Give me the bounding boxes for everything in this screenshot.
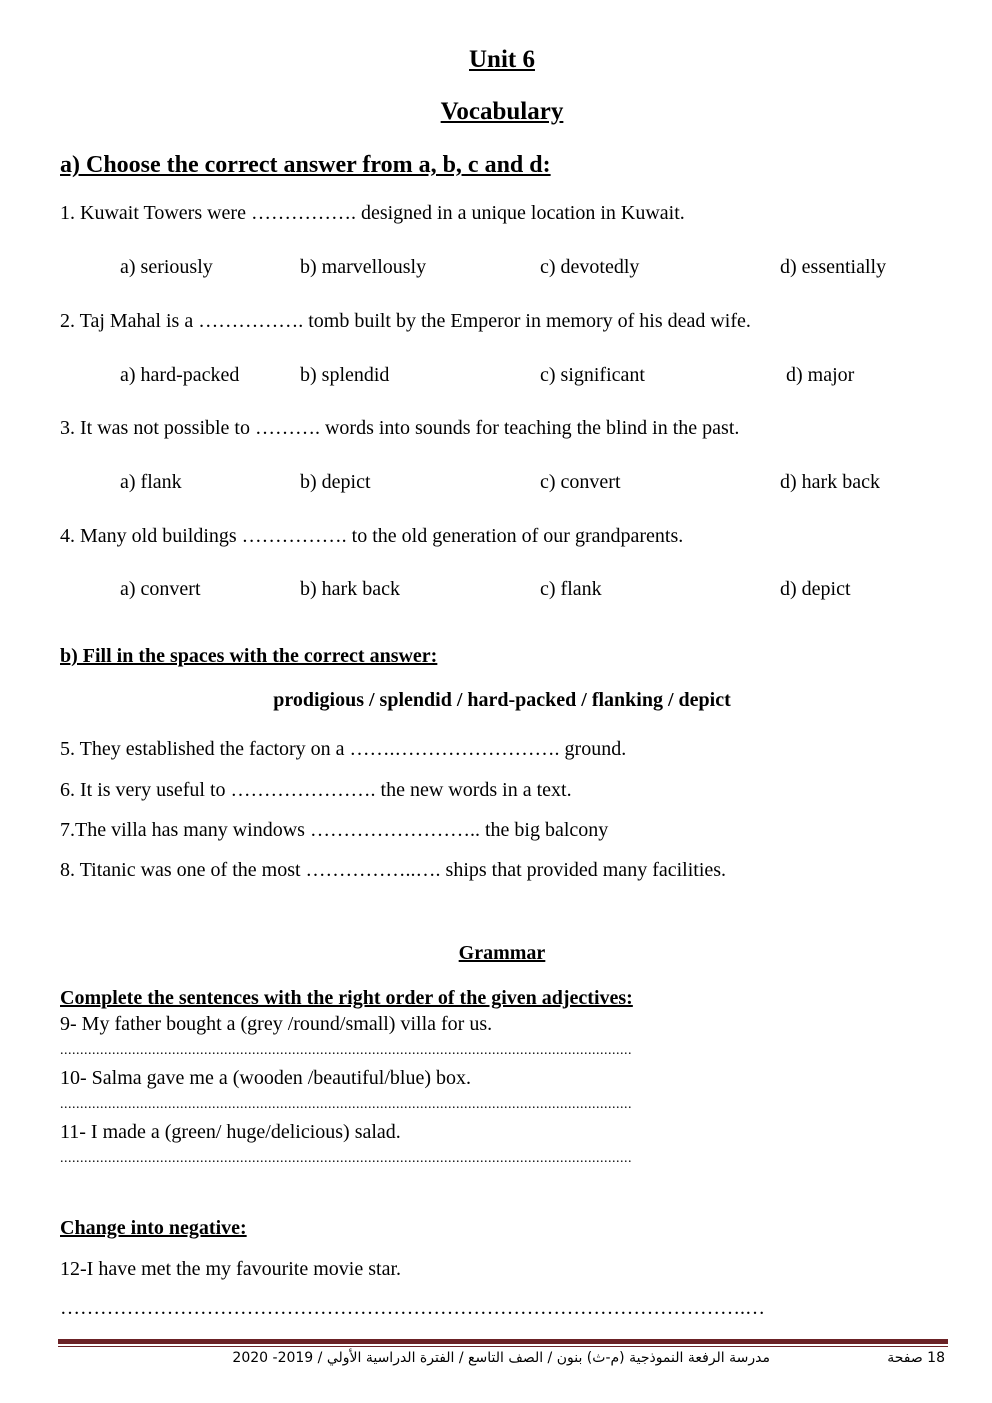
footer-page-number: 18 صفحة (887, 1350, 945, 1366)
answer-line[interactable]: ............................................................................................................................................... (60, 1151, 632, 1166)
fill-item: 7.The villa has many windows …………………….. the big balcony (60, 819, 609, 841)
fill-item: 5. They established the factory on a …….……………………. ground. (60, 738, 627, 760)
fill-item: 6. It is very useful to …………………. the new words in a text. (60, 779, 572, 801)
option: b) hark back (300, 578, 400, 600)
answer-line[interactable]: ………………………………………………………………………………………….… (60, 1297, 765, 1319)
footer-rule (58, 1339, 948, 1344)
option: d) depict (780, 578, 851, 600)
option: a) flank (120, 471, 182, 493)
grammar-item: 10- Salma gave me a (wooden /beautiful/blue) box. (60, 1067, 471, 1089)
option: b) marvellously (300, 256, 427, 278)
grammar-item: 9- My father bought a (grey /round/small) villa for us. (60, 1013, 493, 1035)
option: a) convert (120, 578, 201, 600)
option: d) major (786, 364, 855, 386)
section-b-heading: b) Fill in the spaces with the correct answer: (60, 645, 438, 667)
footer-school-text: مدرسة الرفعة النموذجية (م-ث) بنون / الصف التاسع / الفترة الدراسية الأولي / 2019- 2020 (232, 1350, 770, 1366)
option: c) flank (540, 578, 602, 600)
option: b) depict (300, 471, 371, 493)
answer-line[interactable]: ............................................................................................................................................... (60, 1043, 632, 1058)
option: d) hark back (780, 471, 880, 493)
option: a) seriously (120, 256, 213, 278)
option: b) splendid (300, 364, 390, 386)
negative-heading: Change into negative: (60, 1217, 247, 1239)
section-a-heading: a) Choose the correct answer from a, b, c and d: (60, 152, 551, 178)
question-1: 1. Kuwait Towers were ……………. designed in a unique location in Kuwait. (60, 202, 685, 224)
answer-line[interactable]: ............................................................................................................................................... (60, 1097, 632, 1112)
grammar-instructions: Complete the sentences with the right order of the given adjectives: (60, 987, 633, 1009)
grammar-item: 11- I made a (green/ huge/delicious) salad. (60, 1121, 401, 1143)
option: d) essentially (780, 256, 887, 278)
option: c) significant (540, 364, 645, 386)
option: c) devotedly (540, 256, 640, 278)
word-bank: prodigious / splendid / hard-packed / flanking / depict (273, 689, 731, 711)
negative-question: 12-I have met the my favourite movie star. (60, 1258, 402, 1280)
question-2: 2. Taj Mahal is a ……………. tomb built by the Emperor in memory of his dead wife. (60, 310, 751, 332)
question-4: 4. Many old buildings ……………. to the old generation of our grandparents. (60, 525, 684, 547)
option: c) convert (540, 471, 621, 493)
unit-title: Unit 6 (469, 46, 535, 73)
grammar-heading: Grammar (458, 942, 546, 964)
footer-rule-thin (58, 1346, 948, 1347)
question-3: 3. It was not possible to ………. words into sounds for teaching the blind in the past. (60, 417, 740, 439)
vocabulary-heading: Vocabulary (440, 98, 564, 125)
option: a) hard-packed (120, 364, 240, 386)
fill-item: 8. Titanic was one of the most ……………..…. ships that provided many facilities. (60, 859, 727, 881)
